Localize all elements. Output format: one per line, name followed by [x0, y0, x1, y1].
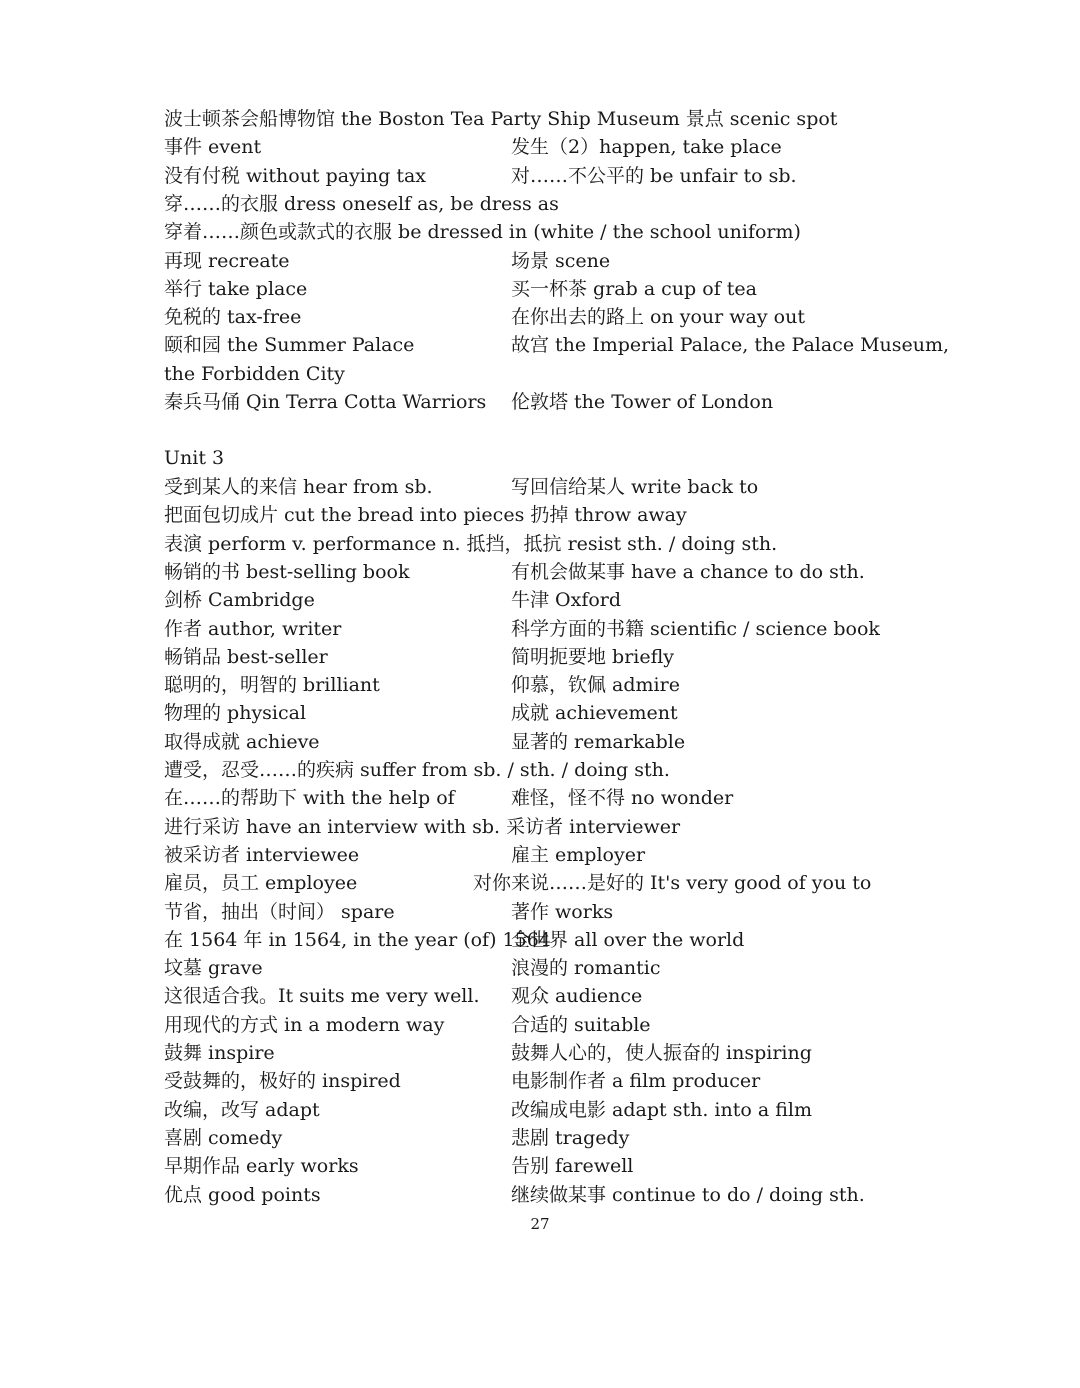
vocab-row — [164, 756, 1044, 784]
vocab-entry-left: the Forbidden City — [164, 362, 345, 385]
vocab-entry-right: 对你来说……是好的 It's very good of you to — [473, 872, 872, 895]
vocab-entry-right: 发生（2）happen, take place — [511, 136, 782, 159]
vocab-entry-right: 有机会做某事 have a chance to do sth. — [511, 560, 865, 583]
vocab-row — [164, 982, 1044, 1010]
vocab-entry-right: 简明扼要地 briefly — [511, 645, 675, 668]
vocab-row — [164, 530, 1044, 558]
vocab-row — [164, 247, 1044, 275]
vocab-entry-left: 物理的 physical — [164, 702, 307, 725]
vocab-entry-left: 聪明的，明智的 brilliant — [164, 674, 380, 697]
vocab-row — [164, 388, 1044, 416]
vocab-entry-left: 作者 author, writer — [164, 617, 342, 640]
vocab-row — [164, 1011, 1044, 1039]
vocab-entry-left: 受到某人的来信 hear from sb. — [164, 476, 433, 498]
vocab-entry-left: 没有付税 without paying tax — [164, 164, 427, 187]
vocab-entry-left: 秦兵马俑 Qin Terra Cotta Warriors — [164, 391, 487, 413]
vocab-entry-right: 著作 works — [511, 900, 614, 923]
vocab-entry-right: 电影制作者 a film producer — [511, 1070, 761, 1093]
vocab-row — [164, 360, 1044, 388]
vocab-entry-left: 穿……的衣服 dress oneself as, be dress as — [164, 192, 559, 215]
vocab-entry-left: 雇员，员工 employee — [164, 872, 358, 895]
vocab-entry-right: 全世界 all over the world — [511, 928, 745, 951]
vocab-row — [164, 784, 1044, 812]
vocab-row — [164, 869, 1044, 897]
vocab-row — [164, 275, 1044, 303]
vocab-entry-left: 鼓舞 inspire — [164, 1042, 275, 1064]
vocab-entry-left: 进行采访 have an interview with sb. 采访者 interviewer — [164, 815, 681, 838]
vocab-entry-right: 成就 achievement — [511, 702, 678, 725]
vocab-entry-left: 表演 perform v. performance n. 抵挡，抵抗 resist sth. / doing sth. — [164, 532, 778, 555]
vocab-row — [164, 1181, 1044, 1209]
vocab-entry-left: 剑桥 Cambridge — [164, 589, 315, 612]
vocab-entry-right: 鼓舞人心的，使人振奋的 inspiring — [511, 1042, 812, 1064]
vocab-entry-right: 观众 audience — [511, 985, 643, 1008]
vocab-row — [164, 841, 1044, 869]
vocab-row — [164, 898, 1044, 926]
vocab-row — [164, 331, 1044, 359]
vocab-entry-left: 坟墓 grave — [164, 957, 263, 980]
vocab-entry-left: 畅销品 best-seller — [164, 645, 328, 668]
vocab-row — [164, 643, 1044, 671]
vocab-row — [164, 501, 1044, 529]
vocab-entry-right: 对……不公平的 be unfair to sb. — [511, 164, 797, 187]
vocab-row — [164, 671, 1044, 699]
vocab-entry-right: 写回信给某人 write back to — [511, 476, 759, 498]
vocab-entry-right: 告别 farewell — [511, 1155, 634, 1178]
vocab-entry-right: 仰慕，钦佩 admire — [511, 674, 680, 697]
vocab-entry-right: 难怪，怪不得 no wonder — [511, 787, 734, 810]
vocab-row — [164, 473, 1044, 501]
vocab-entry-right: 浪漫的 romantic — [511, 957, 661, 980]
vocab-entry-right: 悲剧 tragedy — [511, 1126, 630, 1149]
vocab-entry-right: 改编成电影 adapt sth. into a film — [511, 1098, 812, 1121]
vocab-entry-right: 买一杯茶 grab a cup of tea — [511, 277, 757, 300]
vocab-row — [164, 1039, 1044, 1067]
vocab-entry-left: 波士顿茶会船博物馆 the Boston Tea Party Ship Museum 景点 scenic spot — [164, 108, 838, 130]
vocab-row — [164, 162, 1044, 190]
vocab-entry-right: 继续做某事 continue to do / doing sth. — [511, 1183, 865, 1206]
vocab-entry-right: 显著的 remarkable — [511, 730, 686, 753]
vocab-row — [164, 728, 1044, 756]
vocab-entry-left: 取得成就 achieve — [164, 730, 320, 753]
vocab-row — [164, 558, 1044, 586]
vocab-entry-right: 合适的 suitable — [511, 1013, 651, 1036]
vocab-entry-left: 改编，改写 adapt — [164, 1098, 320, 1121]
vocab-entry-left: 穿着……颜色或款式的衣服 be dressed in (white / the school uniform) — [164, 221, 801, 244]
vocab-entry-left: 畅销的书 best-selling book — [164, 560, 410, 583]
vocab-row — [164, 1152, 1044, 1180]
vocab-entry-left: 事件 event — [164, 136, 262, 159]
vocab-row — [164, 926, 1044, 954]
vocab-row — [164, 303, 1044, 331]
vocab-row — [164, 813, 1044, 841]
vocab-entry-left: 颐和园 the Summer Palace — [164, 334, 415, 357]
vocab-entry-left: 节省，抽出（时间） spare — [164, 900, 395, 923]
vocab-row — [164, 105, 1044, 133]
vocab-row — [164, 1124, 1044, 1152]
vocab-row — [164, 190, 1044, 218]
unit-heading: Unit 3 — [164, 447, 225, 469]
vocab-entry-left: 遭受，忍受……的疾病 suffer from sb. / sth. / doing sth. — [164, 759, 670, 781]
vocab-entry-left: 在……的帮助下 with the help of — [164, 787, 455, 810]
vocab-entry-left: 用现代的方式 in a modern way — [164, 1013, 445, 1036]
vocab-entry-right: 科学方面的书籍 scientific / science book — [511, 617, 880, 640]
vocab-row — [164, 699, 1044, 727]
vocab-entry-left: 早期作品 early works — [164, 1155, 359, 1178]
vocab-entry-left: 受鼓舞的，极好的 inspired — [164, 1070, 401, 1093]
page-number: 27 — [530, 1215, 550, 1233]
vocab-row — [164, 586, 1044, 614]
vocab-row — [164, 1096, 1044, 1124]
vocab-entry-right: 雇主 employer — [511, 843, 646, 866]
vocab-entry-left: 免税的 tax-free — [164, 306, 302, 329]
vocab-entry-left: 再现 recreate — [164, 249, 290, 272]
vocab-entry-right: 场景 scene — [511, 249, 611, 272]
vocab-entry-left: 把面包切成片 cut the bread into pieces 扔掉 throw away — [164, 504, 687, 527]
vocab-row — [164, 615, 1044, 643]
vocab-entry-right: 在你出去的路上 on your way out — [511, 306, 805, 329]
vocab-entry-right: 故宫 the Imperial Palace, the Palace Museum, — [511, 334, 950, 357]
vocab-entry-left: 优点 good points — [164, 1183, 321, 1206]
vocab-entry-left: 喜剧 comedy — [164, 1126, 283, 1149]
vocab-entry-left: 在 1564 年 in 1564, in the year (of) 1564 — [164, 928, 551, 951]
vocab-entry-right: 伦敦塔 the Tower of London — [511, 391, 774, 413]
vocab-entry-left: 举行 take place — [164, 277, 308, 300]
vocab-row — [164, 218, 1044, 246]
vocab-entry-right: 牛津 Oxford — [511, 589, 622, 612]
vocab-row — [164, 1067, 1044, 1095]
vocab-row — [164, 133, 1044, 161]
vocab-entry-left: 这很适合我。It suits me very well. — [164, 985, 480, 1008]
vocab-row — [164, 954, 1044, 982]
vocab-entry-left: 被采访者 interviewee — [164, 843, 360, 866]
